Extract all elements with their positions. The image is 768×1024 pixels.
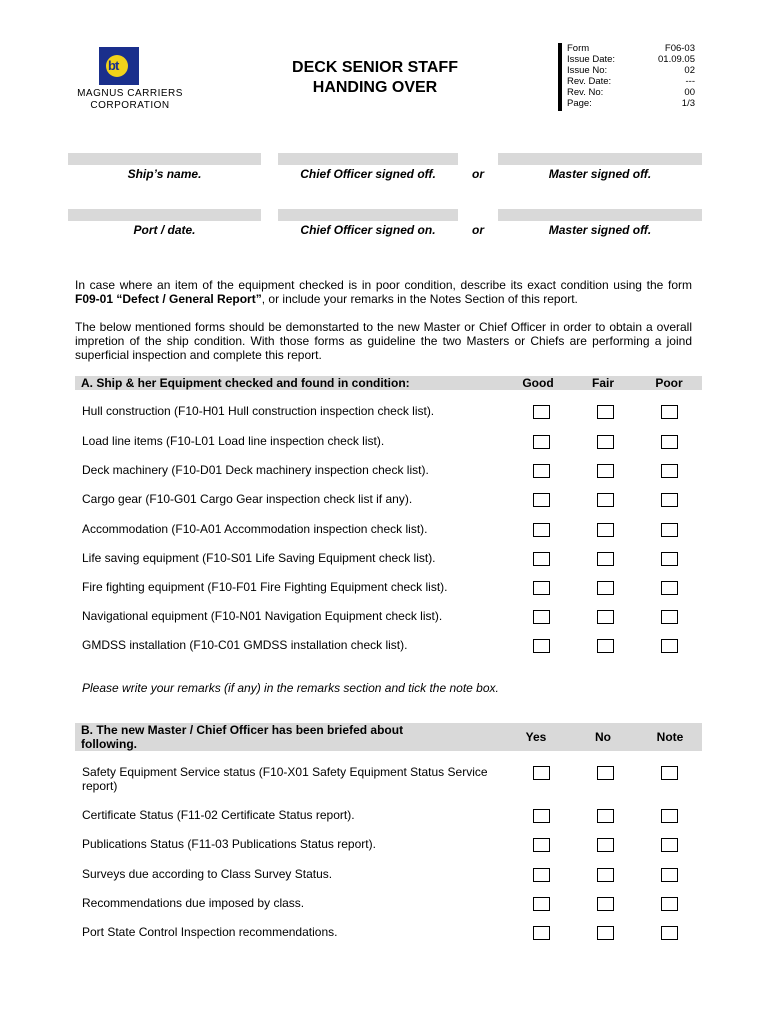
- a-item-8: Navigational equipment (F10-N01 Navigation Equipment check list).: [82, 609, 443, 623]
- column-poor: Poor: [655, 376, 683, 390]
- a-item-2: Load line items (F10-L01 Load line inspection check list).: [82, 434, 385, 448]
- b-item-4-yes-checkbox[interactable]: [533, 868, 550, 882]
- meta-label: Issue No:: [567, 65, 608, 76]
- a-item-9-fair-checkbox[interactable]: [597, 639, 614, 653]
- a-item-6-poor-checkbox[interactable]: [661, 552, 678, 566]
- a-item-5-poor-checkbox[interactable]: [661, 523, 678, 537]
- port-date-label: Port / date.: [133, 223, 196, 237]
- b-item-2: Certificate Status (F11-02 Certificate Status report).: [82, 808, 355, 822]
- meta-row: [567, 65, 695, 76]
- a-item-1-good-checkbox[interactable]: [533, 405, 550, 419]
- b-item-1: Safety Equipment Service status (F10-X01 Safety Equipment Status Service report): [82, 765, 488, 793]
- logo-text: bt: [108, 58, 119, 73]
- a-item-7-good-checkbox[interactable]: [533, 581, 550, 595]
- a-item-8-good-checkbox[interactable]: [533, 610, 550, 624]
- port-date-field[interactable]: [68, 209, 261, 221]
- b-item-4: Surveys due according to Class Survey Status.: [82, 867, 333, 881]
- a-item-4: Cargo gear (F10-G01 Cargo Gear inspection check list if any).: [82, 492, 413, 506]
- b-item-6-yes-checkbox[interactable]: [533, 926, 550, 940]
- meta-value: F06-03: [664, 43, 695, 54]
- title-line-2: HANDING OVER: [312, 79, 438, 96]
- a-item-3-fair-checkbox[interactable]: [597, 464, 614, 478]
- intro-text-end: , or include your remarks in the Notes Section of this report.: [261, 292, 578, 306]
- a-item-3-poor-checkbox[interactable]: [661, 464, 678, 478]
- a-item-6: Life saving equipment (F10-S01 Life Saving Equipment check list).: [82, 551, 436, 565]
- b-item-3-no-checkbox[interactable]: [597, 838, 614, 852]
- a-item-4-fair-checkbox[interactable]: [597, 493, 614, 507]
- document-meta: [567, 43, 695, 109]
- b-item-2-note-checkbox[interactable]: [661, 809, 678, 823]
- a-item-4-good-checkbox[interactable]: [533, 493, 550, 507]
- meta-value: ---: [685, 76, 695, 87]
- b-item-5: Recommendations due imposed by class.: [82, 896, 305, 910]
- a-item-7-poor-checkbox[interactable]: [661, 581, 678, 595]
- a-item-3-good-checkbox[interactable]: [533, 464, 550, 478]
- a-item-9-poor-checkbox[interactable]: [661, 639, 678, 653]
- company-name: [60, 88, 200, 112]
- or-label: or: [472, 167, 484, 181]
- b-item-3-note-checkbox[interactable]: [661, 838, 678, 852]
- b-item-3: Publications Status (F11-03 Publications Status report).: [82, 837, 376, 851]
- b-item-5-no-checkbox[interactable]: [597, 897, 614, 911]
- b-item-5-note-checkbox[interactable]: [661, 897, 678, 911]
- b-item-5-yes-checkbox[interactable]: [533, 897, 550, 911]
- b-item-1-note-checkbox[interactable]: [661, 766, 678, 780]
- a-item-2-good-checkbox[interactable]: [533, 435, 550, 449]
- a-item-5-good-checkbox[interactable]: [533, 523, 550, 537]
- a-item-7-fair-checkbox[interactable]: [597, 581, 614, 595]
- b-item-6: Port State Control Inspection recommendations.: [82, 925, 338, 939]
- column-good: Good: [522, 376, 554, 390]
- b-item-4-no-checkbox[interactable]: [597, 868, 614, 882]
- chief-officer-signed-on-field[interactable]: [278, 209, 458, 221]
- meta-value: 01.09.05: [658, 54, 695, 65]
- a-item-1: Hull construction (F10-H01 Hull construction inspection check list).: [82, 404, 435, 418]
- column-fair: Fair: [591, 376, 614, 390]
- intro-paragraph-1: [75, 278, 692, 306]
- company-logo: [99, 47, 139, 85]
- meta-label: Issue Date:: [567, 54, 616, 65]
- a-item-8-poor-checkbox[interactable]: [661, 610, 678, 624]
- meta-label: Form: [567, 43, 590, 54]
- b-item-1-yes-checkbox[interactable]: [533, 766, 550, 780]
- a-item-9-good-checkbox[interactable]: [533, 639, 550, 653]
- a-item-8-fair-checkbox[interactable]: [597, 610, 614, 624]
- defect-report-reference: F09-01 “Defect / General Report”: [75, 292, 262, 306]
- b-item-3-yes-checkbox[interactable]: [533, 838, 550, 852]
- section-b-title-line-2: following.: [81, 737, 137, 751]
- a-item-2-fair-checkbox[interactable]: [597, 435, 614, 449]
- meta-row: [567, 76, 695, 87]
- chief-officer-signed-off-label: Chief Officer signed off.: [300, 167, 436, 181]
- master-signed-off-field[interactable]: [498, 153, 702, 165]
- section-b-title-line-1: B. The new Master / Chief Officer has been briefed about: [81, 723, 404, 737]
- chief-officer-signed-on-label: Chief Officer signed on.: [300, 223, 436, 237]
- a-item-6-fair-checkbox[interactable]: [597, 552, 614, 566]
- column-no: No: [595, 730, 611, 744]
- chief-officer-signed-off-field[interactable]: [278, 153, 458, 165]
- page-title: [250, 58, 500, 98]
- b-item-6-no-checkbox[interactable]: [597, 926, 614, 940]
- intro-text: In case where an item of the equipment checked is in poor condition, describe its exact condition using the form: [75, 278, 692, 292]
- intro-paragraph-2: The below mentioned forms should be demonstarted to the new Master or Chief Officer in order to obtain a overall impretion of the ship condition. With those forms as guideline the two Masters or Chiefs are performing a joind superficial inspection and complete this report.: [75, 320, 692, 362]
- meta-label: Rev. No:: [567, 87, 604, 98]
- a-item-6-good-checkbox[interactable]: [533, 552, 550, 566]
- title-line-1: DECK SENIOR STAFF: [292, 59, 458, 76]
- remarks-instruction: Please write your remarks (if any) in the remarks section and tick the note box.: [82, 681, 499, 695]
- b-item-6-note-checkbox[interactable]: [661, 926, 678, 940]
- a-item-7: Fire fighting equipment (F10-F01 Fire Fighting Equipment check list).: [82, 580, 448, 594]
- master-signed-off-label: Master signed off.: [548, 167, 652, 181]
- b-item-4-note-checkbox[interactable]: [661, 868, 678, 882]
- a-item-3: Deck machinery (F10-D01 Deck machinery inspection check list).: [82, 463, 429, 477]
- section-a-title: A. Ship & her Equipment checked and found in condition:: [81, 376, 410, 390]
- column-yes: Yes: [525, 730, 547, 744]
- meta-value: 1/3: [681, 98, 695, 109]
- meta-row: [567, 98, 695, 109]
- meta-divider: [558, 43, 562, 111]
- master-signed-off-field-2[interactable]: [498, 209, 702, 221]
- meta-label: Rev. Date:: [567, 76, 612, 87]
- column-note: Note: [656, 730, 684, 744]
- a-item-9: GMDSS installation (F10-C01 GMDSS installation check list).: [82, 638, 408, 652]
- a-item-5: Accommodation (F10-A01 Accommodation inspection check list).: [82, 522, 428, 536]
- meta-row: [567, 43, 695, 54]
- meta-label: Page:: [567, 98, 592, 109]
- ship-name-label: Ship’s name.: [127, 167, 202, 181]
- meta-value: 00: [684, 87, 695, 98]
- master-signed-off-label-2: Master signed off.: [548, 223, 652, 237]
- meta-row: [567, 87, 695, 98]
- b-item-2-yes-checkbox[interactable]: [533, 809, 550, 823]
- b-item-2-no-checkbox[interactable]: [597, 809, 614, 823]
- company-line-2: CORPORATION: [90, 100, 170, 111]
- or-label: or: [472, 223, 484, 237]
- a-item-4-poor-checkbox[interactable]: [661, 493, 678, 507]
- a-item-1-fair-checkbox[interactable]: [597, 405, 614, 419]
- a-item-5-fair-checkbox[interactable]: [597, 523, 614, 537]
- meta-row: [567, 54, 695, 65]
- a-item-2-poor-checkbox[interactable]: [661, 435, 678, 449]
- a-item-1-poor-checkbox[interactable]: [661, 405, 678, 419]
- b-item-1-no-checkbox[interactable]: [597, 766, 614, 780]
- company-line-1: MAGNUS CARRIERS: [77, 88, 183, 99]
- meta-value: 02: [684, 65, 695, 76]
- ship-name-field[interactable]: [68, 153, 261, 165]
